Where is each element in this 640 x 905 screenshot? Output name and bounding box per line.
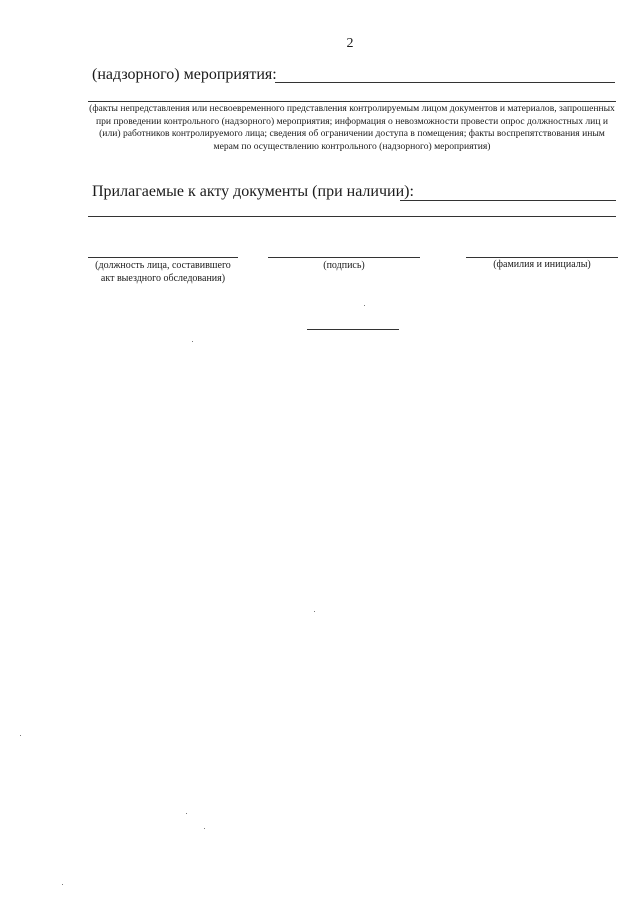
scan-speck: [62, 884, 63, 885]
scan-speck: [364, 305, 365, 306]
position-signature-line: [88, 257, 238, 258]
scan-speck: [186, 813, 187, 814]
attachments-fill-line: [400, 200, 616, 201]
name-caption: (фамилия и инициалы): [493, 259, 591, 270]
closing-separator-line: [307, 329, 399, 330]
scan-speck: [314, 611, 315, 612]
scan-speck: [192, 341, 193, 342]
inspection-continuation-line: [88, 101, 616, 102]
attachments-label: Прилагаемые к акту документы (при наличии):: [92, 183, 414, 200]
scan-speck: [20, 735, 21, 736]
inspection-label: (надзорного) мероприятия:: [92, 66, 277, 83]
signature-caption: (подпись): [323, 260, 365, 271]
attachments-continuation-line: [88, 216, 616, 217]
scan-speck: [204, 828, 205, 829]
inspection-explanation: (факты непредставления или несвоевременного представления контролируемым лицом документов и материалов, запрошенных при проведении контрольного (надзорного) мероприятия; информация о невозможности провести опрос должностных лиц и (или) работников контролируемого лица; сведения об ограничении доступа в помещения; факты воспрепятствования иным мерам по осуществлению контрольного (надзорного) мероприятия): [89, 103, 615, 152]
inspection-fill-line: [275, 82, 615, 83]
page-number: 2: [346, 36, 354, 51]
signature-line: [268, 257, 420, 258]
position-caption: (должность лица, составившего акт выездного обследования): [95, 260, 231, 284]
